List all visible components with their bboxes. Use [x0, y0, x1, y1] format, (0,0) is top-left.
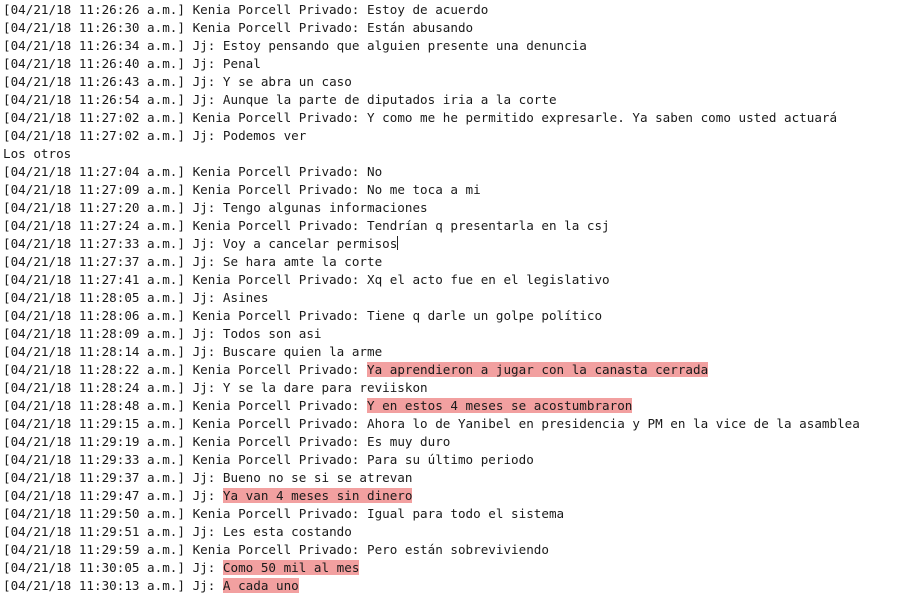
message-text: No [366, 164, 383, 179]
highlighted-message: Como 50 mil al mes [222, 560, 360, 575]
chat-line [3, 73, 916, 91]
message-text: Y se la dare para reviiskon [222, 380, 428, 395]
chat-line [3, 523, 916, 541]
timestamp: [04/21/18 11:30:05 a.m.] [3, 560, 185, 575]
message-text: Buscare quien la arme [222, 344, 383, 359]
timestamp: [04/21/18 11:28:48 a.m.] [3, 398, 185, 413]
highlighted-message: A cada uno [222, 578, 299, 593]
message-text: Estoy pensando que alguien presente una denuncia [222, 38, 587, 53]
chat-line [3, 361, 916, 379]
chat-line [3, 487, 916, 505]
message-text: Todos son asi [222, 326, 322, 341]
message-text: Y se abra un caso [222, 74, 352, 89]
chat-line [3, 541, 916, 559]
chat-line [3, 109, 916, 127]
message-text: Aunque la parte de diputados iria a la corte [222, 92, 557, 107]
speaker-name: Kenia Porcell Privado: [192, 182, 360, 197]
timestamp: [04/21/18 11:29:47 a.m.] [3, 488, 185, 503]
chat-line [3, 307, 916, 325]
chat-line [3, 19, 916, 37]
timestamp: [04/21/18 11:28:14 a.m.] [3, 344, 185, 359]
message-text: Tendrían q presentarla en la csj [366, 218, 610, 233]
speaker-name: Jj: [192, 92, 216, 107]
timestamp: [04/21/18 11:30:13 a.m.] [3, 578, 185, 593]
speaker-name: Jj: [192, 488, 216, 503]
timestamp: [04/21/18 11:26:30 a.m.] [3, 20, 185, 35]
speaker-name: Jj: [192, 56, 216, 71]
message-text: Se hara amte la corte [222, 254, 383, 269]
chat-line [3, 325, 916, 343]
message-text: Tengo algunas informaciones [222, 200, 428, 215]
message-text: Tiene q darle un golpe político [366, 308, 603, 323]
speaker-name: Kenia Porcell Privado: [192, 164, 360, 179]
timestamp: [04/21/18 11:29:33 a.m.] [3, 452, 185, 467]
chat-line [3, 37, 916, 55]
chat-line [3, 343, 916, 361]
timestamp: [04/21/18 11:27:04 a.m.] [3, 164, 185, 179]
message-text: Asines [222, 290, 269, 305]
chat-line [3, 145, 916, 163]
chat-log [3, 1, 916, 603]
highlighted-message: Ya aprendieron a jugar con la canasta cerrada [366, 362, 709, 377]
speaker-name: Kenia Porcell Privado: [192, 542, 360, 557]
speaker-name: Jj: [192, 470, 216, 485]
message-text: Bueno no se si se atrevan [222, 470, 413, 485]
speaker-name: Jj: [192, 38, 216, 53]
message-text: No me toca a mi [366, 182, 481, 197]
speaker-name: Kenia Porcell Privado: [192, 20, 360, 35]
message-text: Ahora lo de Yanibel en presidencia y PM en la vice de la asamblea [366, 416, 860, 431]
message-text: Estoy de acuerdo [366, 2, 489, 17]
speaker-name: Kenia Porcell Privado: [192, 416, 360, 431]
speaker-name: Jj: [192, 560, 216, 575]
speaker-name: Kenia Porcell Privado: [192, 272, 360, 287]
timestamp: [04/21/18 11:27:09 a.m.] [3, 182, 185, 197]
chat-line [3, 289, 916, 307]
speaker-name: Jj: [192, 578, 216, 593]
timestamp: [04/21/18 11:26:34 a.m.] [3, 38, 185, 53]
chat-line [3, 469, 916, 487]
message-text: Podemos ver [222, 128, 307, 143]
message-text: Igual para todo el sistema [366, 506, 565, 521]
chat-line [3, 217, 916, 235]
timestamp: [04/21/18 11:27:24 a.m.] [3, 218, 185, 233]
timestamp: [04/21/18 11:27:37 a.m.] [3, 254, 185, 269]
chat-line [3, 577, 916, 595]
speaker-name: Kenia Porcell Privado: [192, 398, 360, 413]
timestamp: [04/21/18 11:27:20 a.m.] [3, 200, 185, 215]
timestamp: [04/21/18 11:28:06 a.m.] [3, 308, 185, 323]
timestamp: [04/21/18 11:28:22 a.m.] [3, 362, 185, 377]
message-text: Están abusando [366, 20, 474, 35]
timestamp: [04/21/18 11:28:09 a.m.] [3, 326, 185, 341]
message-text: Pero están sobreviviendo [366, 542, 549, 557]
chat-line [3, 199, 916, 217]
speaker-name: Jj: [192, 236, 216, 251]
timestamp: [04/21/18 11:26:43 a.m.] [3, 74, 185, 89]
chat-line [3, 379, 916, 397]
highlighted-message: Y en estos 4 meses se acostumbraron [366, 398, 633, 413]
speaker-name: Kenia Porcell Privado: [192, 218, 360, 233]
speaker-name: Jj: [192, 380, 216, 395]
timestamp: [04/21/18 11:28:05 a.m.] [3, 290, 185, 305]
chat-line [3, 505, 916, 523]
timestamp: [04/21/18 11:29:51 a.m.] [3, 524, 185, 539]
speaker-name: Jj: [192, 326, 216, 341]
speaker-name: Jj: [192, 128, 216, 143]
speaker-name: Jj: [192, 74, 216, 89]
speaker-name: Kenia Porcell Privado: [192, 308, 360, 323]
timestamp: [04/21/18 11:26:40 a.m.] [3, 56, 185, 71]
timestamp: [04/21/18 11:27:02 a.m.] [3, 110, 185, 125]
timestamp: [04/21/18 11:27:41 a.m.] [3, 272, 185, 287]
timestamp: [04/21/18 11:28:24 a.m.] [3, 380, 185, 395]
chat-line [3, 127, 916, 145]
chat-line [3, 271, 916, 289]
timestamp: [04/21/18 11:26:54 a.m.] [3, 92, 185, 107]
message-text: Y como me he permitido expresarle. Ya saben como usted actuará [366, 110, 838, 125]
speaker-name: Jj: [192, 524, 216, 539]
chat-line [3, 181, 916, 199]
message-text: Voy a cancelar permisos [222, 236, 398, 251]
message-text: Xq el acto fue en el legislativo [366, 272, 610, 287]
chat-line [3, 235, 916, 253]
speaker-name: Jj: [192, 200, 216, 215]
chat-line [3, 559, 916, 577]
timestamp: [04/21/18 11:27:33 a.m.] [3, 236, 185, 251]
chat-line [3, 451, 916, 469]
speaker-name: Kenia Porcell Privado: [192, 434, 360, 449]
timestamp: [04/21/18 11:29:37 a.m.] [3, 470, 185, 485]
chat-line [3, 253, 916, 271]
speaker-name: Kenia Porcell Privado: [192, 362, 360, 377]
highlighted-message: Ya van 4 meses sin dinero [222, 488, 413, 503]
message-text: Los otros [3, 146, 72, 161]
text-cursor [397, 236, 398, 250]
speaker-name: Kenia Porcell Privado: [192, 452, 360, 467]
message-text: Para su último periodo [366, 452, 534, 467]
timestamp: [04/21/18 11:29:19 a.m.] [3, 434, 185, 449]
speaker-name: Kenia Porcell Privado: [192, 110, 360, 125]
timestamp: [04/21/18 11:27:02 a.m.] [3, 128, 185, 143]
timestamp: [04/21/18 11:26:26 a.m.] [3, 2, 185, 17]
chat-line [3, 91, 916, 109]
timestamp: [04/21/18 11:29:59 a.m.] [3, 542, 185, 557]
timestamp: [04/21/18 11:29:15 a.m.] [3, 416, 185, 431]
chat-line [3, 1, 916, 19]
chat-line [3, 397, 916, 415]
chat-line [3, 433, 916, 451]
message-text: Penal [222, 56, 261, 71]
speaker-name: Kenia Porcell Privado: [192, 2, 360, 17]
speaker-name: Kenia Porcell Privado: [192, 506, 360, 521]
speaker-name: Jj: [192, 344, 216, 359]
message-text: Les esta costando [222, 524, 352, 539]
speaker-name: Jj: [192, 290, 216, 305]
speaker-name: Jj: [192, 254, 216, 269]
chat-line [3, 55, 916, 73]
chat-line [3, 415, 916, 433]
cut-off-line [3, 597, 916, 603]
chat-line [3, 163, 916, 181]
message-text: Es muy duro [366, 434, 451, 449]
timestamp: [04/21/18 11:29:50 a.m.] [3, 506, 185, 521]
